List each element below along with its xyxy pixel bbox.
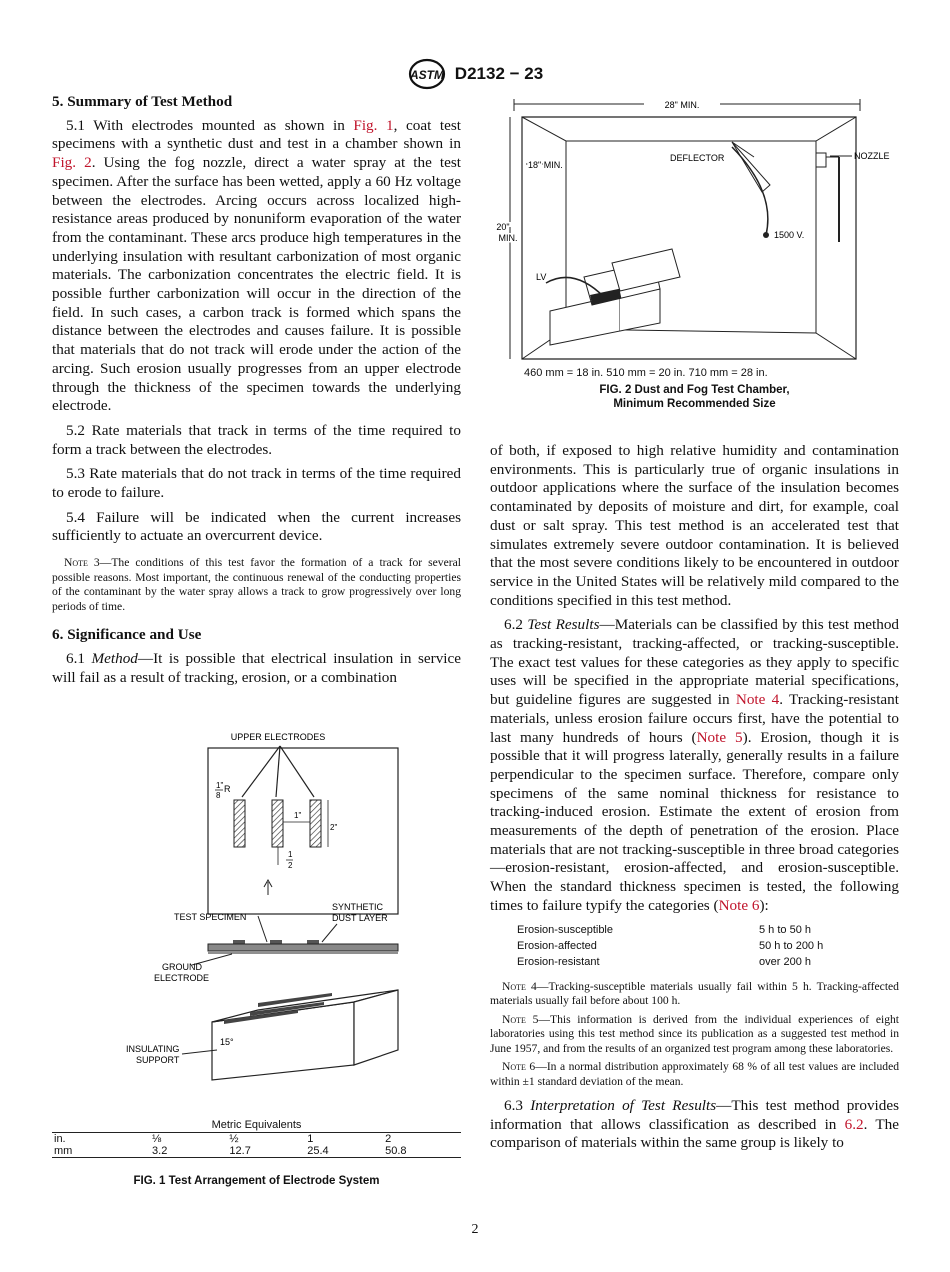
fig1-caption: FIG. 1 Test Arrangement of Electrode System xyxy=(133,1175,380,1187)
electrode-side-left xyxy=(233,940,245,944)
document-id: D2132 − 23 xyxy=(454,64,544,83)
right-column xyxy=(490,442,899,1159)
specimen-block xyxy=(550,295,620,345)
category-name: Erosion-affected xyxy=(517,939,597,952)
insulating-label-2: SUPPORT xyxy=(136,1055,180,1065)
height-label-2: MIN. xyxy=(498,233,518,243)
metric-row xyxy=(52,1145,461,1157)
electrode-side-right xyxy=(307,940,319,944)
test-specimen-label: TEST SPECIMEN xyxy=(174,912,247,922)
figure-2-chamber-diagram xyxy=(494,97,899,367)
paragraph-6-1-start: 6.1 Method—It is possible that electrical insulation in service will fail as a result of tracking, erosion, or a combination xyxy=(52,649,462,686)
deflector-shape xyxy=(732,142,770,192)
synthetic-label-1: SYNTHETIC xyxy=(332,902,384,912)
insulating-label-1: INSULATING xyxy=(126,1044,180,1054)
electrode-right xyxy=(310,800,321,847)
lv-label: LV xyxy=(536,272,547,282)
figure-1-electrode-diagram xyxy=(52,720,462,1120)
paragraph-6-1-cont: of both, if exposed to high relative humidity and contamination environments. This is particularly true of organic insulations in outdoor applications where the surface of the insulation becomes contaminated by deposits of moisture and dirt, for example, coal dust or salt spray. This test method is an accelerated test that simulates extremely severe outdoor contamination. It is believed that the most severe conditions likely to be encountered in outdoor service in the United States will be relatively mild compared to the conditions specified in this test method. xyxy=(490,442,899,609)
metric-cell: 50.8 xyxy=(385,1145,407,1157)
metric-cell: 2 xyxy=(385,1133,392,1145)
section-6-2-link[interactable]: 6.2 xyxy=(844,1115,864,1133)
category-time: over 200 h xyxy=(759,955,811,968)
metric-table xyxy=(52,1133,461,1157)
electrode-middle xyxy=(272,800,283,847)
paragraph-5-4: 5.4 Failure will be indicated when the current increases sufficiently to actuate an overcurrent device. xyxy=(52,508,461,545)
paragraph-5-3: 5.3 Rate materials that do not track in terms of the time required to erode to failure. xyxy=(52,465,461,502)
nozzle-bracket xyxy=(816,153,826,167)
fig2-conversion: 460 mm = 18 in. 510 mm = 20 in. 710 mm = 28 in. xyxy=(524,367,768,379)
electrode-side-middle xyxy=(270,940,282,944)
ground-label-1: GROUND xyxy=(162,962,202,972)
note-5: Note 5—This information is derived from the individual experiences of eight laboratories using this test method since its publication as a suggested test method in June 1957, and from the results of an organized test program among these laboratories. xyxy=(490,1012,900,1055)
metric-title: Metric Equivalents xyxy=(52,1119,461,1133)
note-6: Note 6—In a normal distribution approximately 68 % of all test values are included within ±1 standard deviation of the mean. xyxy=(490,1060,900,1088)
metric-cell: 1 xyxy=(307,1133,314,1145)
category-name: Erosion-susceptible xyxy=(517,923,613,936)
deflector-label: DEFLECTOR xyxy=(670,153,725,163)
page-header xyxy=(0,58,950,90)
metric-row xyxy=(52,1133,461,1145)
metric-cell: mm xyxy=(54,1145,73,1157)
paragraph-6-3: 6.3 Interpretation of Test Results—This test method provides information that allows classification as described in 6.2. The comparison of materials within the same group is likely to xyxy=(490,1097,899,1152)
category-time: 50 h to 200 h xyxy=(759,939,824,952)
left-column xyxy=(52,93,461,687)
category-time: 5 h to 50 h xyxy=(759,923,811,936)
erosion-categories-table xyxy=(516,922,824,970)
category-row xyxy=(516,954,824,970)
metric-cell: in. xyxy=(54,1133,66,1145)
note6-link[interactable]: Note 6 xyxy=(718,896,760,914)
half-num: 1 xyxy=(288,850,293,859)
section-5-heading: 5. Summary of Test Method xyxy=(52,93,233,110)
arrow-middle xyxy=(276,746,280,797)
arrow-right xyxy=(280,746,314,797)
fig2-link[interactable]: Fig. 2 xyxy=(52,154,92,172)
width-label: 28" MIN. xyxy=(664,100,700,110)
note4-link[interactable]: Note 4 xyxy=(735,691,780,709)
support-side xyxy=(354,990,398,1065)
ground-label-2: ELECTRODE xyxy=(154,973,210,983)
metric-cell: ⅛ xyxy=(152,1133,162,1145)
half-den: 2 xyxy=(288,861,293,870)
depth-label: 18" MIN. xyxy=(528,160,563,170)
metric-cell: 25.4 xyxy=(307,1145,329,1157)
paragraph-6-2: 6.2 Test Results—Materials can be classified by this test method as tracking-resistant, tracking-affected, or tracking-susceptible. The exact test values for these categories as they apply to specific uses will be specified in the appropriate material specifications, but guideline figures are suggested in Note 4. Tracking-resistant materials, unless erosion failure occurs first, have the potential to last many hundreds of hours (Note 5). Erosion, though it is possible that it will progress laterally, generally results in a failure perpendicular to the specimen surface. Therefore, compare only specimens of the same nominal thickness for resistance to tracking-induced erosion. Estimate the extent of erosion from measurements of the depth of penetration of the erosion. Place materials that are not tracking-susceptible in three broad categories—erosion-resistant, erosion-affected, and erosion-susceptible. When the standard thickness specimen is tested, the following times to failure typify the categories (Note 6): xyxy=(490,616,900,914)
height-label-1: 20" xyxy=(496,222,510,232)
metric-equivalents xyxy=(52,1119,461,1188)
note-3: Note 3—The conditions of this test favor the formation of a track for several possible reasons. Most important, the continuous renewal of the conducting properties of the contaminant by the water spray allows a track to grow progressively over long periods of time. xyxy=(52,556,461,613)
nozzle-label: NOZZLE xyxy=(854,151,890,161)
category-row xyxy=(516,938,824,954)
specimen-side xyxy=(208,944,398,951)
fig1-link[interactable]: Fig. 1 xyxy=(353,116,394,134)
two-inch-label: 2" xyxy=(330,823,338,832)
metric-cell: ½ xyxy=(229,1133,239,1145)
arrow-left xyxy=(242,746,280,797)
one-inch-label: 1" xyxy=(294,811,302,820)
page-number: 2 xyxy=(471,1222,479,1237)
metric-cell: 3.2 xyxy=(152,1145,168,1157)
r-frac-den: 8 xyxy=(216,791,221,800)
paragraph-5-2: 5.2 Rate materials that track in terms of the time required to form a track between the electrodes. xyxy=(52,421,461,458)
angle-label: 15° xyxy=(220,1037,234,1047)
fig2-caption: FIG. 2 Dust and Fog Test Chamber, Minimum Recommended Size xyxy=(599,384,790,410)
metric-cell: 12.7 xyxy=(229,1145,251,1157)
note5-link[interactable]: Note 5 xyxy=(696,728,743,746)
electrode-left xyxy=(234,800,245,847)
section-6-heading: 6. Significance and Use xyxy=(52,626,202,644)
upper-electrodes-label: UPPER ELECTRODES xyxy=(230,732,326,742)
category-row xyxy=(516,922,824,938)
hv-label: 1500 V. xyxy=(774,230,805,240)
synthetic-label-2: DUST LAYER xyxy=(332,913,388,923)
logo-text: ASTM xyxy=(409,68,444,82)
astm-logo-icon xyxy=(407,58,447,90)
note-4: Note 4—Tracking-susceptible materials usually fail within 5 h. Tracking-affected materials usually fail before about 100 h. xyxy=(490,979,899,1008)
paragraph-5-1: 5.1 With electrodes mounted as shown in Fig. 1, coat test specimens with a synthetic dust and test in a chamber shown in Fig. 2. Using the fog nozzle, direct a water spray at the test specimen. After the surface has been wetted, apply a 60 Hz voltage between the electrodes. Arcing occurs across localized high-resistance areas produced by nonuniform evaporation of the water from the contaminant. These arcs produce high temperatures in the underlying insulation with resultant carbonization of most organic materials. The carbonization concentrates the electric field. It is possible further carbonization will occur in the direction of the field. In such cases, a carbon track is formed which spans the distance between the electrodes and causes failure. It is possible that materials that do not track will erode under the action of the arcing. Such erosion usually progresses from an upper electrode through the thickness of the specimen towards the underlying electrode. xyxy=(52,116,461,415)
r-frac-num: 1" xyxy=(216,781,224,790)
r-label: R xyxy=(224,784,231,794)
category-name: Erosion-resistant xyxy=(517,955,600,968)
